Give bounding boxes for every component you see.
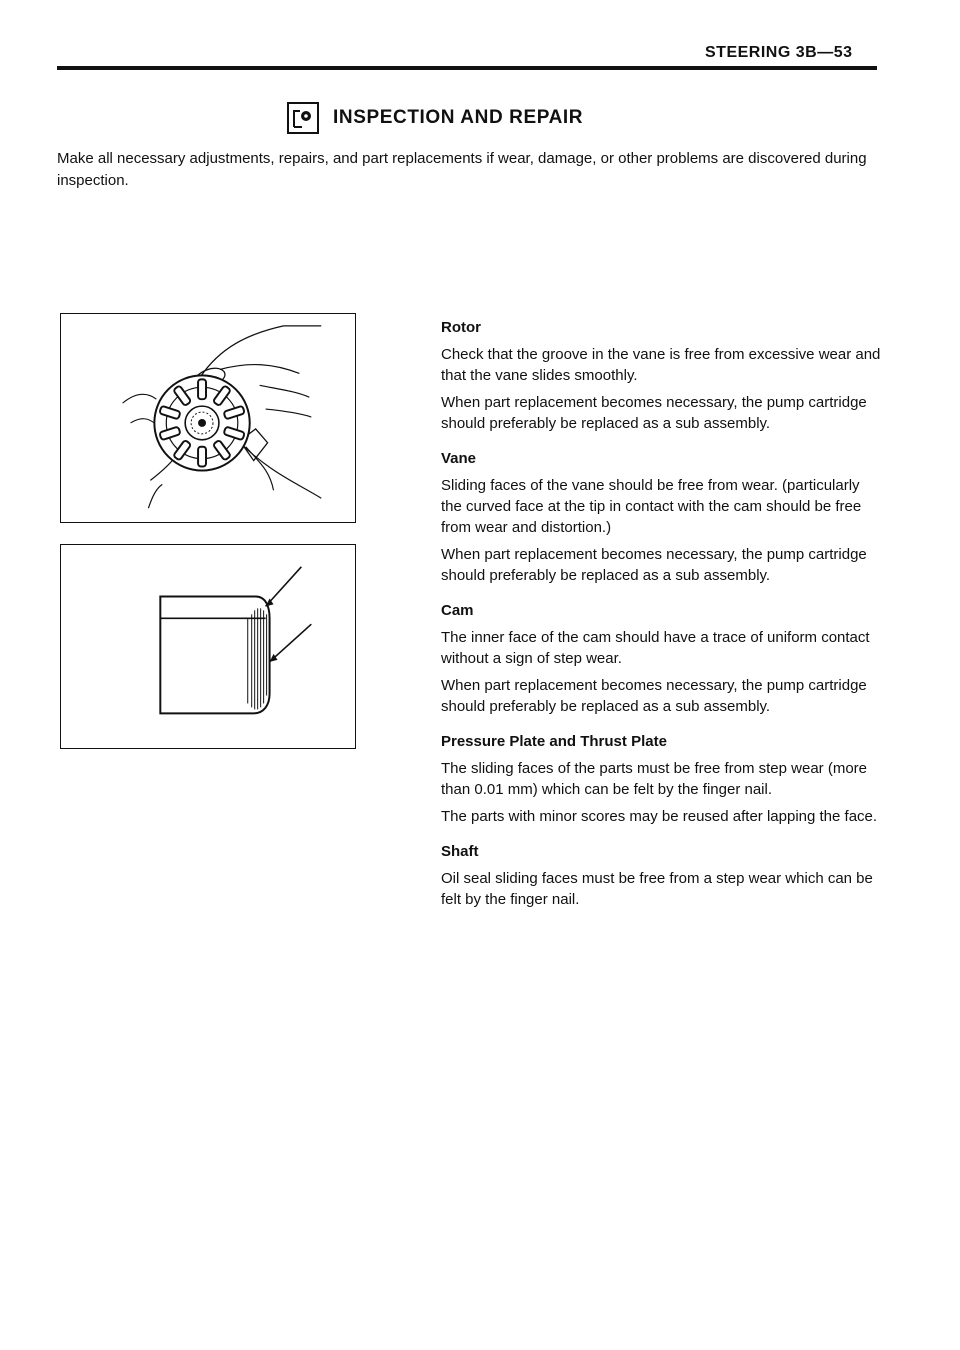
pressure-thrust-plate-section: [441, 731, 883, 827]
vane-section: [441, 448, 883, 586]
section-title: INSPECTION AND REPAIR: [333, 107, 584, 128]
item-paragraph: When part replacement becomes necessary, the pump cartridge should preferably be replaced as a sub assembly.: [441, 546, 867, 584]
section-item-title: Pressure Plate and Thrust Plate: [441, 733, 667, 750]
section-item-title: Rotor: [441, 319, 481, 336]
rotor-section: [441, 317, 883, 434]
intro-paragraph: Make all necessary adjustments, repairs, and part replacements if wear, damage, or other problems are discovered during inspection.: [57, 150, 867, 189]
inspection-items: [441, 317, 883, 924]
section-item-title: Vane: [441, 450, 477, 467]
page-header: STEERING 3B—53: [705, 44, 853, 61]
section-item-title: Shaft: [441, 843, 479, 860]
item-paragraph: Oil seal sliding faces must be free from a step wear which can be felt by the finger nail.: [441, 870, 873, 908]
item-paragraph: The parts with minor scores may be reused after lapping the face.: [441, 808, 878, 825]
cam-section: [441, 600, 883, 717]
item-paragraph: The inner face of the cam should have a trace of uniform contact without a sign of step wear.: [441, 629, 870, 667]
cam-inspection-illustration: [60, 544, 356, 749]
header-rule: [57, 66, 877, 70]
item-paragraph: Check that the groove in the vane is free from excessive wear and that the vane slides smoothly.: [441, 346, 881, 384]
section-item-title: Cam: [441, 602, 474, 619]
item-paragraph: The sliding faces of the parts must be free from step wear (more than 0.01 mm) which can be felt by the finger nail.: [441, 760, 868, 798]
item-paragraph: Sliding faces of the vane should be free from wear. (particularly the curved face at the tip in contact with the cam should be free from wear and distortion.): [441, 477, 862, 536]
shaft-section: [441, 841, 883, 910]
item-paragraph: When part replacement becomes necessary, the pump cartridge should preferably be replaced as a sub assembly.: [441, 394, 867, 432]
inspection-icon: [287, 102, 319, 134]
item-paragraph: When part replacement becomes necessary, the pump cartridge should preferably be replaced as a sub assembly.: [441, 677, 867, 715]
section-heading: [287, 102, 583, 134]
rotor-vane-illustration: [60, 313, 356, 523]
